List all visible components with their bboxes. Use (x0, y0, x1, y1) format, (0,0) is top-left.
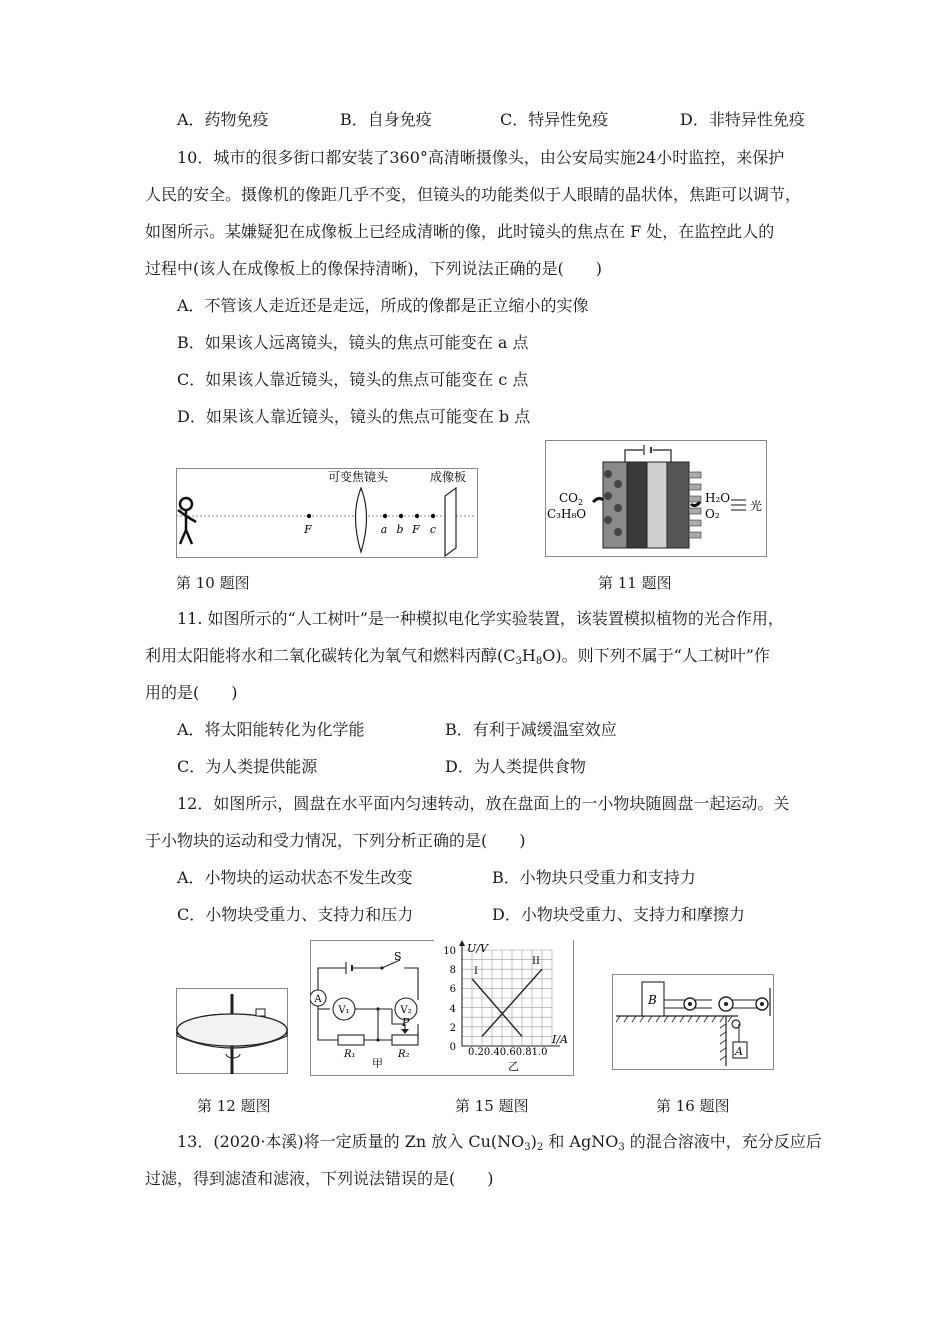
left-bottom-label: C₃H₈O (547, 507, 587, 521)
y-tick: 6 (449, 984, 456, 995)
block-b-label: B (648, 993, 657, 1007)
light-label: 光 (750, 499, 763, 513)
q9-option-a: A．药物免疫 (177, 110, 269, 129)
q11-stem-line-1: 11. 如图所示的“人工树叶”是一种模拟电化学实验装置，该装置模拟植物的光合作用， (177, 609, 784, 628)
figure-right-label: 乙 (508, 1060, 519, 1073)
q13-stem-line-2: 过滤，得到滤渣和滤液，下列说法错误的是( ) (145, 1169, 494, 1188)
lens-icon (356, 488, 367, 552)
q11-option-d: D．为人类提供食物 (445, 757, 586, 776)
q9-option-c: C．特异性免疫 (500, 110, 609, 129)
q11-option-b: B．有利于减缓温室效应 (445, 720, 617, 739)
slider-label: P (402, 1016, 410, 1029)
line-ii-label: II (532, 956, 540, 967)
q13-stem-line-1: 13．(2020·本溪)将一定质量的 Zn 放入 $Cu(NO_3)_2$ 和 AgNO$_3$ 的混合溶液中，充分反应后 (177, 1132, 822, 1153)
point-label: F (412, 523, 420, 536)
q10-option-a: A．不管该人走近还是走远，所成的像都是正立缩小的实像 (177, 296, 589, 315)
figure-11 (545, 440, 767, 557)
q10-stem-line-2: 人民的安全。摄像机的像距几乎不变，但镜头的功能类似于人眼睛的晶状体，焦距可以调节， (145, 185, 802, 204)
block-icon (256, 1009, 265, 1016)
q11-stem-line-3: 用的是( ) (145, 683, 238, 702)
r2-label: R₂ (398, 1049, 410, 1060)
right-bottom-label: O₂ (705, 507, 720, 521)
q9-option-b: B．自身免疫 (340, 110, 432, 129)
person-icon (178, 498, 196, 544)
point-label: a (380, 523, 388, 536)
y-tick: 4 (449, 1004, 456, 1015)
figure-15 (310, 940, 574, 1076)
q12-stem-line-1: 12．如图所示，圆盘在水平面内匀速转动，放在盘面上的一小物块随圆盘一起运动。关 (177, 794, 790, 813)
r1-label: R₁ (344, 1049, 356, 1060)
q10-stem-line-1: 10．城市的很多街口都安装了360°高清晰摄像头，由公安局实施24小时监控，来保护 (177, 148, 785, 167)
ammeter-label: A (314, 994, 322, 1005)
figure-16-caption: 第 16 题图 (656, 1097, 730, 1115)
figure-left-label: 甲 (372, 1057, 383, 1070)
y-axis-label: U/V (467, 942, 488, 955)
switch-label: S (394, 950, 402, 963)
q11-option-a: A．将太阳能转化为化学能 (177, 720, 365, 739)
q11-stem-line-2: 利用太阳能将水和二氧化碳转化为氧气和燃料丙醇$(C_3H_8O)$。则下列不属于“人工树叶”作 (145, 646, 770, 667)
y-tick: 10 (443, 946, 456, 957)
x-axis-label: I/A (552, 1033, 568, 1046)
q11-option-c: C．为人类提供能源 (177, 757, 318, 776)
x-ticks: 0.20.40.60.81.0 (468, 1047, 548, 1058)
q10-option-c: C．如果该人靠近镜头，镜头的焦点可能变在 c 点 (177, 370, 529, 389)
image-board-icon (445, 488, 456, 556)
figure-11-caption: 第 11 题图 (598, 574, 672, 592)
point-label: F (304, 523, 312, 536)
y-tick: 2 (449, 1023, 456, 1034)
q12-option-d: D．小物块受重力、支持力和摩擦力 (492, 905, 745, 924)
figure-10-caption: 第 10 题图 (176, 574, 250, 592)
q10-option-d: D．如果该人靠近镜头，镜头的焦点可能变在 b 点 (177, 407, 531, 426)
right-top-label: H₂O (705, 491, 731, 505)
q10-stem-line-3: 如图所示。某嫌疑犯在成像板上已经成清晰的像，此时镜头的焦点在 F 处，在监控此人的 (145, 222, 775, 241)
v1-label: V₁ (338, 1005, 350, 1016)
figure-15-caption: 第 15 题图 (455, 1097, 529, 1115)
q12-option-c: C．小物块受重力、支持力和压力 (177, 905, 414, 924)
board-label: 成像板 (430, 470, 467, 484)
point-label: c (429, 523, 437, 536)
y-tick: 0 (449, 1042, 456, 1053)
point-label: b (396, 523, 404, 536)
figure-12-caption: 第 12 题图 (197, 1097, 271, 1115)
q9-option-d: D．非特异性免疫 (680, 110, 805, 129)
q12-stem-line-2: 于小物块的运动和受力情况，下列分析正确的是( ) (145, 831, 526, 850)
q10-stem-line-4: 过程中(该人在成像板上的像保持清晰)，下列说法正确的是( ) (145, 259, 602, 278)
y-tick: 8 (449, 965, 456, 976)
v2-label: V₂ (400, 1005, 412, 1016)
q10-option-b: B．如果该人远离镜头，镜头的焦点可能变在 a 点 (177, 333, 529, 352)
figure-10 (176, 464, 478, 558)
figure-12 (176, 988, 288, 1074)
lens-label: 可变焦镜头 (328, 470, 389, 484)
svg-text:CO2: $CO_2$ (559, 491, 584, 507)
line-i-label: I (474, 966, 478, 977)
q12-option-a: A．小物块的运动状态不发生改变 (177, 868, 413, 887)
q12-option-b: B．小物块只受重力和支持力 (492, 868, 696, 887)
block-a-label: A (735, 1045, 743, 1058)
figure-16 (612, 974, 774, 1070)
